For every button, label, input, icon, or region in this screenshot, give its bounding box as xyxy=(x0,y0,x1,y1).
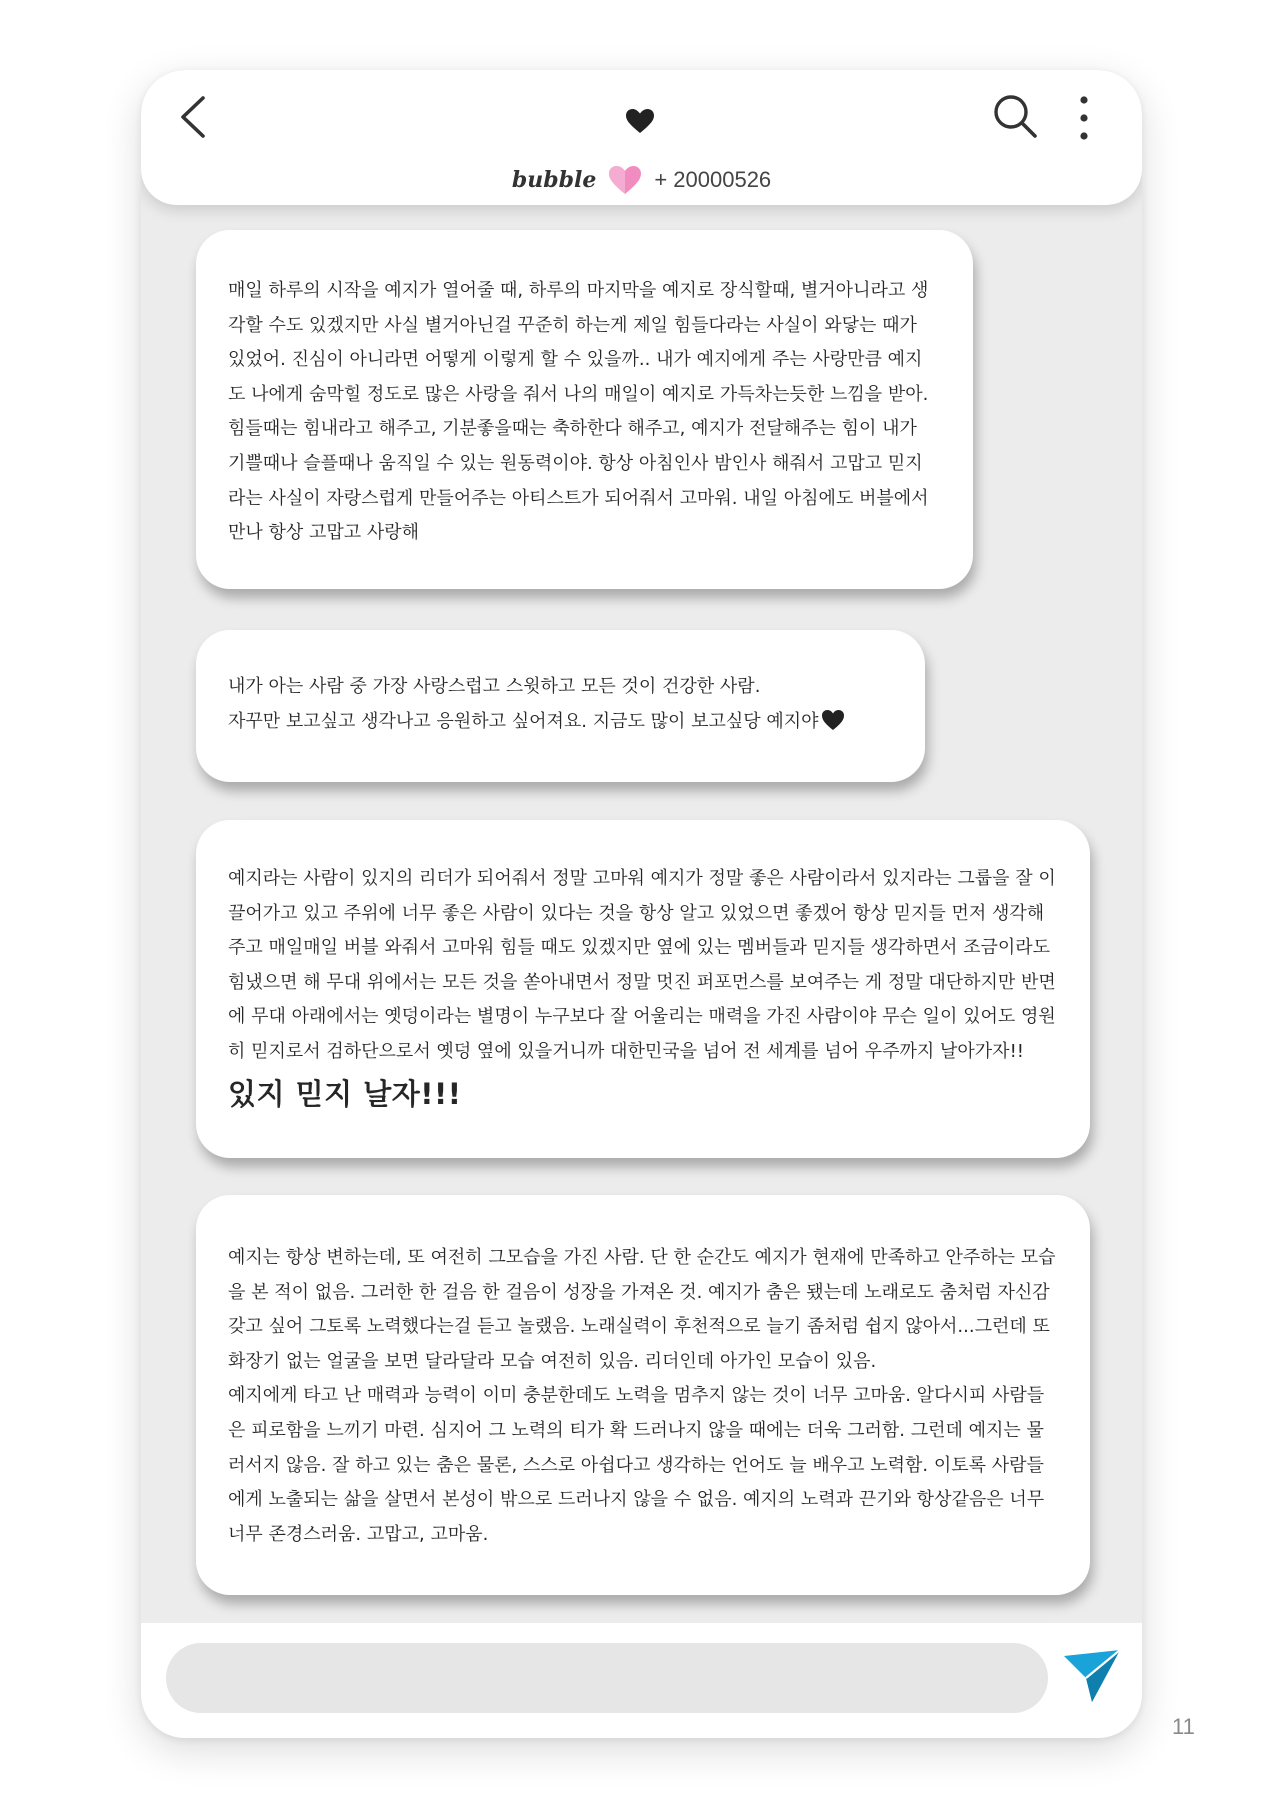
composer-bar xyxy=(141,1623,1142,1738)
brand-name: bubble xyxy=(511,167,597,193)
message-text: 자꾸만 보고싶고 생각나고 응원하고 싶어져요. 지금도 많이 보고싶당 예지야 xyxy=(228,710,819,732)
search-icon[interactable] xyxy=(991,92,1039,140)
message-input[interactable] xyxy=(166,1643,1048,1713)
message-bubble xyxy=(196,630,925,782)
heart-icon xyxy=(625,108,655,134)
chat-header xyxy=(141,70,1142,205)
back-arrow-icon[interactable] xyxy=(171,92,215,142)
message-bubble xyxy=(196,820,1090,1158)
message-text: 예지에게 타고 난 매력과 능력이 이미 충분한데도 노력을 멈추지 않는 것이 너무 고마움. 알다시피 사람들은 피로함을 느끼기 마련. 심지어 그 노력의 티가 확 드러나지 않을 때에는 더욱 그러함. 그런데 예지는 물러서지 않음. 잘 하고 있는 춤은 물론, 스스로 아쉽다고 생각하는 언어도 늘 배우고 노력함. 이토록 사람들에게 노출되는 삶을 살면서 본성이 밖으로 드러나지 않을 수 없음. 예지의 노력과 끈기와 항상같음은 너무너무 존경스러움. 고맙고, 고마움. xyxy=(228,1385,1045,1545)
message-bubble xyxy=(196,1195,1090,1595)
message-text: 예지는 항상 변하는데, 또 여전히 그모습을 가진 사람. 단 한 순간도 예지가 현재에 만족하고 안주하는 모습을 본 적이 없음. 그러한 한 걸음 한 걸음이 성장을 가져온 것. 예지가 춤은 됐는데 노래로도 춤처럼 자신감 갖고 싶어 그토록 노력했다는걸 듣고 놀랬음. 노래실력이 후천적으로 늘기 좀처럼 쉽지 않아서...그런데 또 화장기 없는 얼굴을 보면 달라달라 모습 여전히 있음. 리더인데 아가인 모습이 있음. xyxy=(228,1247,1056,1372)
brand-row xyxy=(141,162,1142,198)
message-line xyxy=(228,705,891,740)
heart-icon xyxy=(821,709,845,731)
more-options-icon[interactable] xyxy=(1076,94,1092,142)
message-bubble xyxy=(196,230,973,589)
day-count: + 20000526 xyxy=(654,167,772,192)
pink-heart-icon xyxy=(608,165,642,195)
message-text: 예지라는 사람이 있지의 리더가 되어줘서 정말 고마워 예지가 정말 좋은 사람이라서 있지라는 그룹을 잘 이끌어가고 있고 주위에 너무 좋은 사람이 있다는 것을 항상 알고 있었으면 좋겠어 항상 믿지들 먼저 생각해주고 매일매일 버블 와줘서 고마워 힘들 때도 있겠지만 옆에 있는 멤버들과 믿지들 생각하면서 조금이라도 힘냈으면 해 무대 위에서는 모든 것을 쏟아내면서 정말 멋진 퍼포먼스를 보여주는 게 정말 대단하지만 반면에 무대 아래에서는 옛덩이라는 별명이 누구보다 잘 어울리는 매력을 가진 사람이야 무슨 일이 있어도 영원히 믿지로서 검하단으로서 옛덩 옆에 있을거니까 대한민국을 넘어 전 세계를 넘어 우주까지 날아가자!! xyxy=(228,868,1056,1062)
message-text: 매일 하루의 시작을 예지가 열어줄 때, 하루의 마지막을 예지로 장식할때, 별거아니라고 생각할 수도 있겠지만 사실 별거아닌걸 꾸준히 하는게 제일 힘들다라는 사실이 와닿는 때가 있었어. 진심이 아니라면 어떻게 이렇게 할 수 있을까.. 내가 예지에게 주는 사랑만큼 예지도 나에게 숨막힐 정도로 많은 사랑을 줘서 나의 매일이 예지로 가득차는듯한 느낌을 받아. 힘들때는 힘내라고 해주고, 기분좋을때는 축하한다 해주고, 예지가 전달해주는 힘이 내가 기쁠때나 슬플때나 움직일 수 있는 원동력이야. 항상 아침인사 밤인사 해줘서 고맙고 믿지라는 사실이 자랑스럽게 만들어주는 아티스트가 되어줘서 고마워. 내일 아침에도 버블에서 만나 항상 고맙고 사랑해 xyxy=(228,280,929,544)
page-number: 11 xyxy=(1172,1714,1195,1739)
chat-screen xyxy=(141,70,1142,1738)
message-text: 내가 아는 사람 중 가장 사랑스럽고 스윗하고 모든 것이 건강한 사람. xyxy=(228,676,761,697)
message-emphasis: 있지 믿지 날자!!! xyxy=(228,1076,462,1111)
send-icon[interactable] xyxy=(1062,1648,1122,1704)
